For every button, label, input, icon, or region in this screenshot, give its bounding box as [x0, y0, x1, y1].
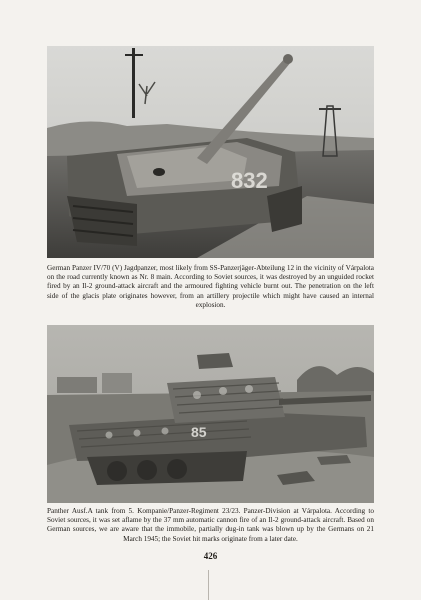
- tank-tactical-number: 832: [231, 168, 268, 193]
- page-divider: [208, 570, 209, 600]
- page-number: 426: [203, 551, 218, 561]
- photo-caption-jagdpanzer: German Panzer IV/70 (V) Jagdpanzer, most likely from SS-Panzerjäger-Abteilung 12 in the vicinity of Várpalota on the road currently known as Nr. 8 main. According to Soviet sources, it was destroyed by an unguided rocket fired by an Il-2 ground-attack aircraft and the armoured fighting vehicle burnt out. The penetration on the left side of the glacis plate originates however, from an artillery projectile which might have caused an internal explosion.: [47, 264, 374, 309]
- jagdpanzer-illustration: [47, 46, 374, 258]
- tank-tactical-number: 85: [191, 424, 207, 440]
- jagdpanzer-photo: [47, 46, 374, 258]
- panther-photo: [47, 325, 374, 503]
- photo-caption-panther: Panther Ausf.A tank from 5. Kompanie/Panzer-Regiment 23/23. Panzer-Division at Várpalota. According to Soviet sources, it was set aflame by the 37 mm automatic cannon fire of an Il-2 ground-attack aircraft. Based on German sources, we are aware that the immobile, partially dug-in tank was blown up by the Germans on 21 March 1945; the Soviet hit marks originate from a later date.: [47, 507, 374, 543]
- panther-illustration: [47, 325, 374, 503]
